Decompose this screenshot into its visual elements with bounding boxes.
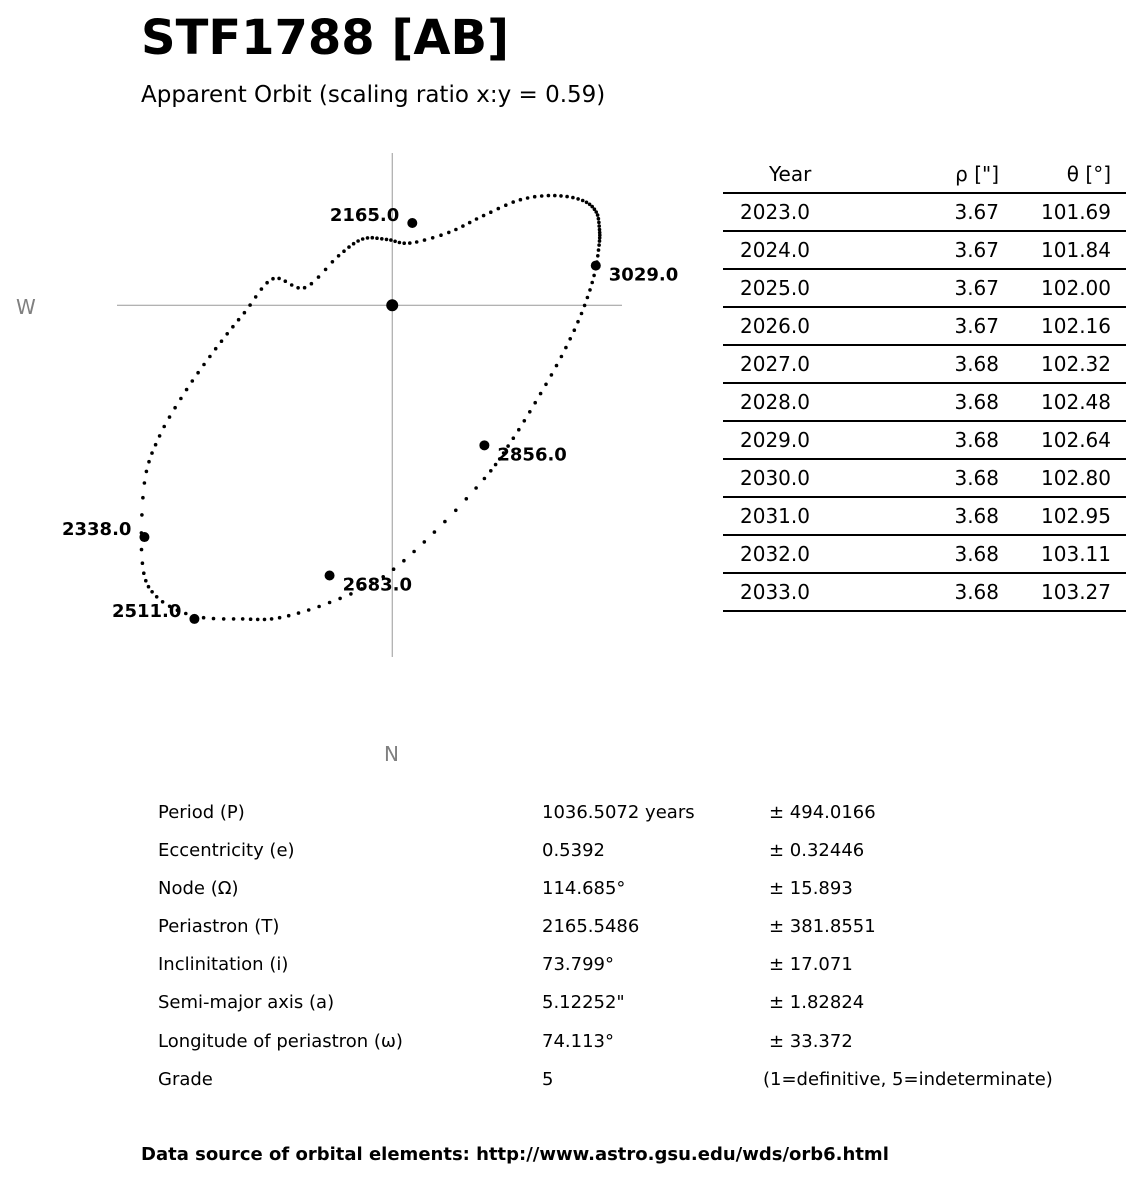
element-error: ± 17.071 [769,954,853,976]
element-value: 114.685° [542,878,626,900]
rho-cell: 3.68 [954,542,999,566]
epoch-label: 2683.0 [342,574,413,596]
orbit-point [310,282,314,286]
element-error: ± 494.0166 [769,802,876,823]
orbit-point [317,605,321,609]
year-header: Year [769,162,812,186]
orbit-point [147,460,151,464]
orbit-point [576,197,580,201]
orbit-point [461,224,465,228]
orbit-point [597,221,601,225]
epoch-marker [139,532,149,542]
orbit-point [443,520,447,524]
orbit-point [389,238,393,242]
orbit-point [347,245,351,249]
orbit-point [517,428,521,432]
ephemeris-body [723,193,1126,611]
theta-cell: 103.27 [1041,580,1111,604]
element-name: Grade [158,1068,213,1090]
orbit-point [202,616,206,620]
orbit-point [590,281,594,285]
orbit-point [540,194,544,198]
rho-cell: 3.68 [954,504,999,528]
year-cell: 2027.0 [740,352,810,376]
orbit-point [519,198,523,202]
orbit-point [297,611,301,615]
ephemeris-header-row [723,156,1126,193]
element-error: ± 0.32446 [769,840,865,862]
orbit-point [581,199,585,203]
chart-title: STF1788 [AB] [141,10,510,66]
orbit-point [265,281,269,285]
orbit-point [287,614,291,618]
orbit-point [592,274,596,278]
orbit-point [144,579,148,583]
element-name: Semi-major axis (a) [158,992,335,1014]
data-source-note: Data source of orbital elements: http://www.astro.gsu.edu/wds/orb6.html [141,1144,889,1165]
orbit-point [526,196,530,200]
orbit-point [140,513,144,517]
orbit-point [158,434,162,438]
theta-cell: 102.64 [1041,428,1111,452]
rho-cell: 3.67 [954,238,999,262]
orbit-point [454,228,458,232]
element-row [158,1025,1138,1063]
orbit-point [342,249,346,253]
orbit-point [533,195,537,199]
table-row [723,231,1126,269]
element-row [158,910,1138,948]
element-row [158,1063,1138,1101]
orbit-point [361,237,365,241]
theta-cell: 102.00 [1041,276,1111,300]
element-value: 73.799° [542,954,614,976]
epoch-label: 2338.0 [61,519,132,541]
orbit-point [278,616,282,620]
orbit-point [588,288,592,292]
epoch-marker [479,440,489,450]
theta-cell: 102.16 [1041,314,1111,338]
orbit-point [533,401,537,405]
orbit-point [392,567,396,571]
orbit-point [380,237,384,241]
theta-header: θ [°] [1066,162,1111,186]
element-value: 5 [542,1068,554,1090]
primary-star-marker [386,299,398,311]
orbit-point [393,240,397,244]
ephemeris-table [723,156,1126,612]
year-cell: 2028.0 [740,390,810,414]
orbit-point [338,597,342,601]
orbit-point [597,224,601,228]
orbit-point [277,277,281,281]
north-label: N [384,742,399,766]
orbit-point [528,410,532,414]
orbit-plot [0,0,700,790]
epoch-marker [591,261,601,271]
element-name: Node (Ω) [158,878,239,900]
epoch-label: 2856.0 [497,444,567,466]
rho-cell: 3.67 [954,276,999,300]
orbit-point [596,213,600,217]
orbit-point [512,436,516,440]
orbit-point [539,392,543,396]
orbit-point [214,347,218,351]
orbit-dots [140,194,602,621]
orbit-point [356,239,360,243]
year-cell: 2029.0 [740,428,810,452]
orbit-point [497,207,501,211]
table-row [723,193,1126,231]
element-value: 2165.5486 [542,916,640,938]
element-error: ± 15.893 [769,878,853,900]
orbit-point [284,279,288,283]
orbit-point [142,571,146,575]
table-row [723,535,1126,573]
orbit-point [243,311,247,315]
orbit-point [366,236,370,240]
orbit-point [385,238,389,242]
rho-cell: 3.67 [954,200,999,224]
orbit-point [232,617,236,621]
orbit-point [489,210,493,214]
orbit-point [143,481,147,485]
orbit-point [511,200,515,204]
west-label: W [16,295,36,319]
orbit-point [468,221,472,225]
orbit-point [594,210,598,214]
orbit-point [202,363,206,367]
orbit-point [454,509,458,513]
orbit-point [576,320,580,324]
orbit-point [168,415,172,419]
orbit-point [482,214,486,218]
orbit-point [147,585,151,589]
orbit-point [585,201,589,205]
orbit-point [571,196,575,200]
orbit-point [307,608,311,612]
orbit-point [553,194,557,198]
element-name: Periastron (T) [158,916,280,938]
year-cell: 2025.0 [740,276,810,300]
orbit-point [431,236,435,240]
orbit-point [208,355,212,359]
orbit-point [402,559,406,563]
element-row [158,834,1138,872]
element-row [158,986,1138,1024]
orbit-point [263,618,267,622]
year-cell: 2030.0 [740,466,810,490]
orbit-point [371,236,375,240]
element-name: Inclinitation (i) [158,954,289,976]
orbit-point [155,595,159,599]
table-row [723,307,1126,345]
orbit-point [586,296,590,300]
chart-subtitle: Apparent Orbit (scaling ratio x:y = 0.59) [141,82,606,108]
orbit-point [222,617,226,621]
orbit-point [408,241,412,245]
orbit-point [583,304,587,308]
orbit-point [296,286,300,290]
theta-cell: 102.32 [1041,352,1111,376]
year-cell: 2026.0 [740,314,810,338]
element-row [158,872,1138,910]
orbit-point [580,312,584,316]
epoch-marker [189,614,199,624]
orbital-elements-list [158,796,1138,1101]
orbit-point [328,601,332,605]
element-error: ± 33.372 [769,1030,853,1052]
theta-cell: 101.84 [1041,238,1111,262]
orbit-point [564,346,568,350]
orbit-point [483,477,487,481]
orbit-point [271,277,275,281]
element-value: 0.5392 [542,840,605,862]
orbit-point [375,236,379,240]
table-row [723,269,1126,307]
orbit-point [475,217,479,221]
epoch-label: 2511.0 [111,600,182,622]
element-error: (1=definitive, 5=indeterminate) [763,1068,1053,1090]
orbit-point [598,239,602,243]
element-value: 5.12252" [542,992,625,1014]
orbit-point [568,337,572,341]
epoch-markers [62,205,678,624]
year-cell: 2023.0 [740,200,810,224]
orbit-point [270,617,274,621]
element-name: Longitude of periastron (ω) [158,1030,403,1052]
orbit-point [474,486,478,490]
orbit-point [196,371,200,375]
orbit-point [555,364,559,368]
theta-cell: 102.80 [1041,466,1111,490]
orbit-point [179,397,183,401]
epoch-marker [325,571,335,581]
year-cell: 2024.0 [740,238,810,262]
orbit-point [154,443,158,447]
orbit-point [173,406,177,410]
rho-cell: 3.67 [954,314,999,338]
orbit-point [398,241,402,245]
epoch-marker [407,218,417,228]
orbit-point [402,241,406,245]
orbit-point [237,318,241,322]
element-name: Eccentricity (e) [158,840,295,862]
rho-cell: 3.68 [954,352,999,376]
orbit-point [256,618,260,622]
theta-cell: 102.95 [1041,504,1111,528]
orbit-point [140,548,144,552]
orbit-point [150,451,154,455]
orbit-point [184,612,188,616]
orbit-point [225,332,229,336]
orbit-point [331,260,335,264]
orbit-point [550,373,554,377]
rho-cell: 3.68 [954,390,999,414]
orbit-point [141,496,145,500]
element-error: ± 381.8551 [769,916,876,938]
element-error: ± 1.82824 [769,992,865,1014]
orbit-point [191,379,195,383]
orbit-point [447,231,451,235]
theta-cell: 102.48 [1041,390,1111,414]
orbit-point [423,238,427,242]
orbit-point [185,388,189,392]
table-row [723,459,1126,497]
orbit-point [337,254,341,258]
orbit-point [317,275,321,279]
orbit-point [597,217,601,221]
orbit-point [145,470,149,474]
orbit-point [241,617,245,621]
table-row [723,497,1126,535]
orbit-point [212,617,216,621]
orbit-point [303,286,307,290]
element-value: 1036.5072 years [542,802,695,823]
orbit-point [433,530,437,534]
theta-cell: 101.69 [1041,200,1111,224]
orbit-point [162,425,166,429]
orbit-point [560,355,564,359]
theta-cell: 103.11 [1041,542,1111,566]
orbit-point [231,325,235,329]
table-row [723,383,1126,421]
orbit-point [559,194,563,198]
orbit-point [260,287,264,291]
element-value: 74.113° [542,1030,614,1052]
orbit-point [544,383,548,387]
orbit-point [465,497,469,501]
rho-cell: 3.68 [954,428,999,452]
rho-cell: 3.68 [954,580,999,604]
orbit-point [324,268,328,272]
orbit-point [573,328,577,332]
year-cell: 2031.0 [740,504,810,528]
orbit-point [248,303,252,307]
element-name: Period (P) [158,802,245,823]
rho-cell: 3.68 [954,466,999,490]
orbit-point [489,469,493,473]
year-cell: 2032.0 [740,542,810,566]
orbit-point [254,295,258,299]
orbit-point [249,617,253,621]
orbit-point [415,240,419,244]
orbit-point [565,195,569,199]
table-row [723,345,1126,383]
epoch-label: 2165.0 [329,205,400,227]
orbit-point [412,550,416,554]
rho-header: ρ ["] [955,162,999,186]
orbit-point [547,194,551,198]
orbit-point [439,233,443,237]
orbit-point [504,203,508,207]
orbit-point [141,561,145,565]
orbit-point [598,236,602,240]
orbit-point [352,242,356,246]
orbit-point [597,243,601,247]
element-row [158,948,1138,986]
table-row [723,573,1126,611]
table-row [723,421,1126,459]
orbit-point [423,540,427,544]
orbit-point [596,254,600,258]
orbit-point [150,590,154,594]
epoch-label: 3029.0 [608,264,679,286]
orbit-point [220,339,224,343]
orbit-point [290,283,294,287]
orbit-point [523,419,527,423]
element-row [158,796,1138,834]
year-cell: 2033.0 [740,580,810,604]
orbit-point [597,248,601,252]
